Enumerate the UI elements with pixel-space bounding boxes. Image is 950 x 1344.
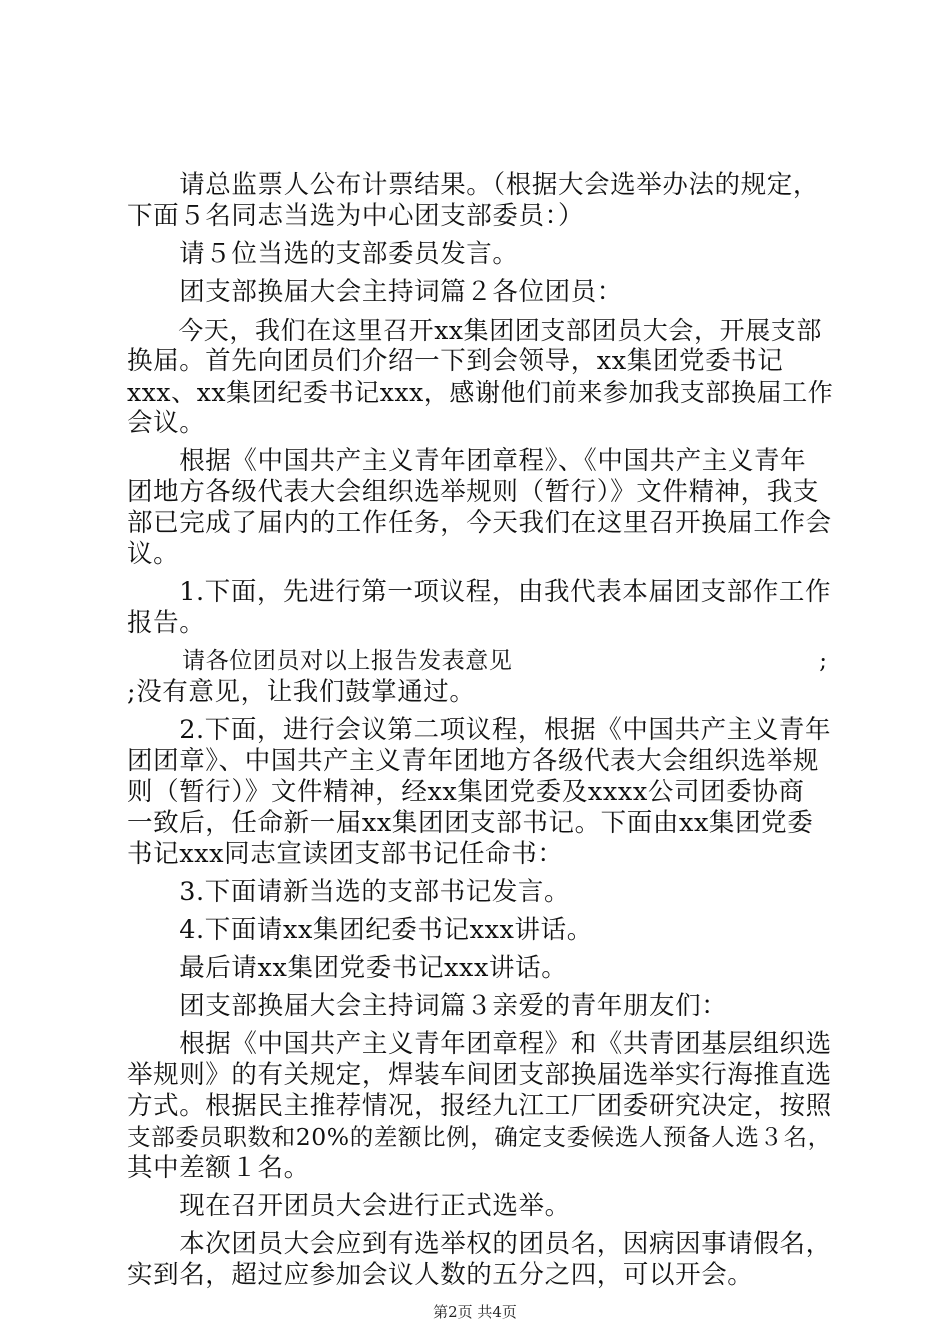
text-line: 现在召开团员大会进行正式选举。 (127, 1191, 571, 1221)
text-line: xxx、xx集团纪委书记xxx，感谢他们前来参加我支部换届工作 (127, 378, 834, 407)
text-line: 支部委员职数和20%的差额比例，确定支委候选人预备人选３名， (127, 1123, 832, 1151)
text-line: 一致后，任命新一届xx集团团支部书记。下面由xx集团党委 (127, 808, 814, 838)
text-line: 根据《中国共产主义青年团章程》和《共青团基层组织选 (127, 1029, 832, 1059)
text-line: ;没有意见，让我们鼓掌通过。 (127, 677, 476, 707)
text-line: 则（暂行）》文件精神，经xx集团党委及xxxx公司团委协商 (127, 777, 805, 807)
text-line: 根据《中国共产主义青年团章程》、《中国共产主义青年 (127, 446, 807, 476)
text-line: 会议。 (127, 408, 206, 438)
text-line: 3.下面请新当选的支部书记发言。 (127, 877, 571, 907)
text-line: 1.下面，先进行第一项议程，由我代表本届团支部作工作 (127, 577, 832, 607)
text-line: 最后请xx集团党委书记xxx讲话。 (127, 953, 568, 983)
text-line: 部已完成了届内的工作任务，今天我们在这里召开换届工作会 (127, 508, 832, 538)
text-line: 议。 (127, 539, 180, 569)
text-line: 请总监票人公布计票结果。（根据大会选举办法的规定， (127, 170, 819, 200)
text-line: 今天，我们在这里召开xx集团团支部团员大会，开展支部 (127, 316, 823, 345)
text-line: 举规则》的有关规定，焊装车间团支部换届选举实行海推直选 (127, 1060, 832, 1090)
text-line: 报告。 (127, 608, 206, 638)
text-line: 请５位当选的支部委员发言。 (127, 239, 519, 269)
text-line: 团团章》、中国共产主义青年团地方各级代表大会组织选举规 (127, 746, 819, 776)
text-line: 团支部换届大会主持词篇２各位团员： (127, 277, 623, 307)
text-line: 请各位团员对以上报告发表意见 ; (127, 648, 828, 674)
text-line: 下面５名同志当选为中心团支部委员：） (127, 201, 585, 231)
text-line: 本次团员大会应到有选举权的团员名，因病因事请假名， (127, 1229, 832, 1259)
page-footer: 第2页 共4页 (433, 1303, 517, 1321)
text-line: 换届。首先向团员们介绍一下到会领导，xx集团党委书记 (127, 346, 784, 376)
text-line: 团地方各级代表大会组织选举规则（暂行）》文件精神，我支 (127, 477, 819, 507)
text-line: 书记xxx同志宣读团支部书记任命书： (127, 839, 564, 869)
text-line: 其中差额１名。 (127, 1153, 310, 1183)
text-line: 4.下面请xx集团纪委书记xxx讲话。 (127, 915, 593, 945)
document-body (127, 170, 833, 1291)
text-line: 方式。根据民主推荐情况，报经九江工厂团委研究决定，按照 (127, 1091, 832, 1121)
text-line: 团支部换届大会主持词篇３亲爱的青年朋友们： (127, 991, 728, 1021)
text-line: 2.下面，进行会议第二项议程，根据《中国共产主义青年 (127, 715, 832, 745)
text-line: 实到名，超过应参加会议人数的五分之四，可以开会。 (127, 1260, 754, 1290)
